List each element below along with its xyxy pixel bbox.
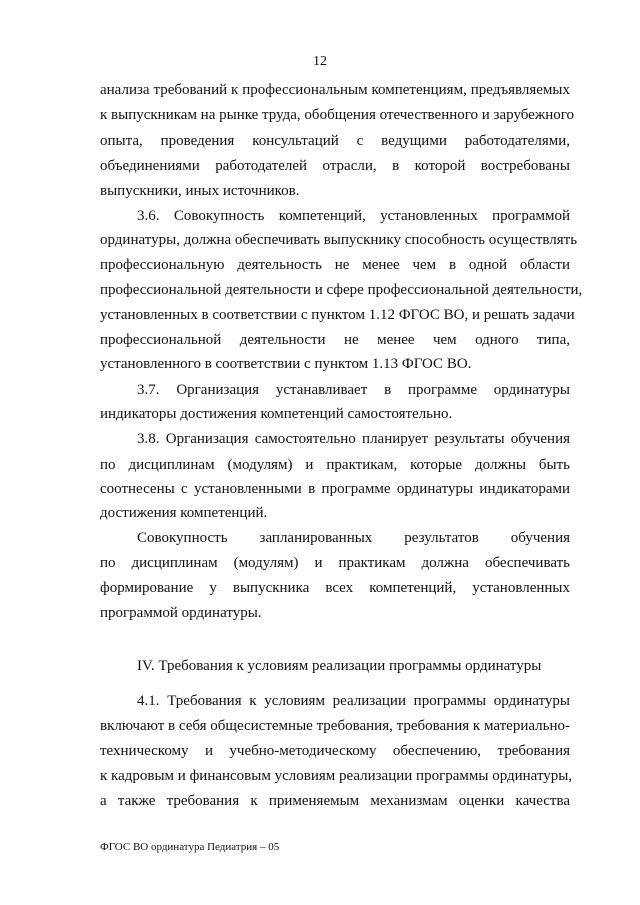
text-line: а также требования к применяемым механизмам оценки качества [100, 793, 570, 809]
text-line: 4.1. Требования к условиям реализации программы ординатуры [137, 693, 570, 709]
text-line: объединениями работодателей отрасли, в которой востребованы [100, 158, 570, 174]
text-line: выпускники, иных источников. [100, 183, 300, 199]
page-footer: ФГОС ВО ординатура Педиатрия – 05 [100, 841, 280, 853]
text-line: к кадровым и финансовым условиям реализации программы ординатуры, [100, 768, 573, 784]
text-line: достижения компетенций. [100, 505, 268, 521]
text-line: 3.6. Совокупность компетенций, установленных программой [137, 208, 570, 224]
text-line: 3.8. Организация самостоятельно планирует результаты обучения [137, 431, 570, 447]
text-line: включают в себя общесистемные требования, требования к материально- [100, 718, 570, 734]
text-line: по дисциплинам (модулям) и практикам, которые должны быть [100, 457, 570, 473]
text-line: формирование у выпускника всех компетенций, установленных [100, 580, 570, 596]
page-number: 12 [313, 54, 327, 69]
text-line: установленного в соответствии с пунктом 1.13 ФГОС ВО. [100, 356, 472, 372]
text-line: установленных в соответствии с пунктом 1.12 ФГОС ВО, и решать задачи [100, 307, 575, 323]
text-line: к выпускникам на рынке труда, обобщения отечественного и зарубежного [100, 107, 575, 123]
text-line: профессиональной деятельности и сфере профессиональной деятельности, [100, 282, 583, 298]
text-line: ординатуры, должна обеспечивать выпускнику способность осуществлять [100, 232, 578, 248]
text-line: анализа требований к профессиональным компетенциям, предъявляемых [100, 82, 570, 98]
section-heading: IV. Требования к условиям реализации программы ординатуры [137, 658, 542, 674]
text-line: 3.7. Организация устанавливает в программе ординатуры [137, 382, 570, 398]
text-line: техническому и учебно-методическому обеспечению, требования [100, 743, 570, 759]
text-line: Совокупность запланированных результатов обучения [137, 530, 570, 546]
text-line: профессиональную деятельность не менее чем в одной области [100, 257, 570, 273]
text-line: программой ординатуры. [100, 605, 262, 621]
text-line: опыта, проведения консультаций с ведущими работодателями, [100, 133, 570, 149]
text-line: индикаторы достижения компетенций самостоятельно. [100, 406, 453, 422]
text-line: соотнесены с установленными в программе ординатуры индикаторами [100, 481, 570, 497]
text-line: профессиональной деятельности не менее чем одного типа, [100, 332, 570, 348]
text-line: по дисциплинам (модулям) и практикам должна обеспечивать [100, 555, 570, 571]
